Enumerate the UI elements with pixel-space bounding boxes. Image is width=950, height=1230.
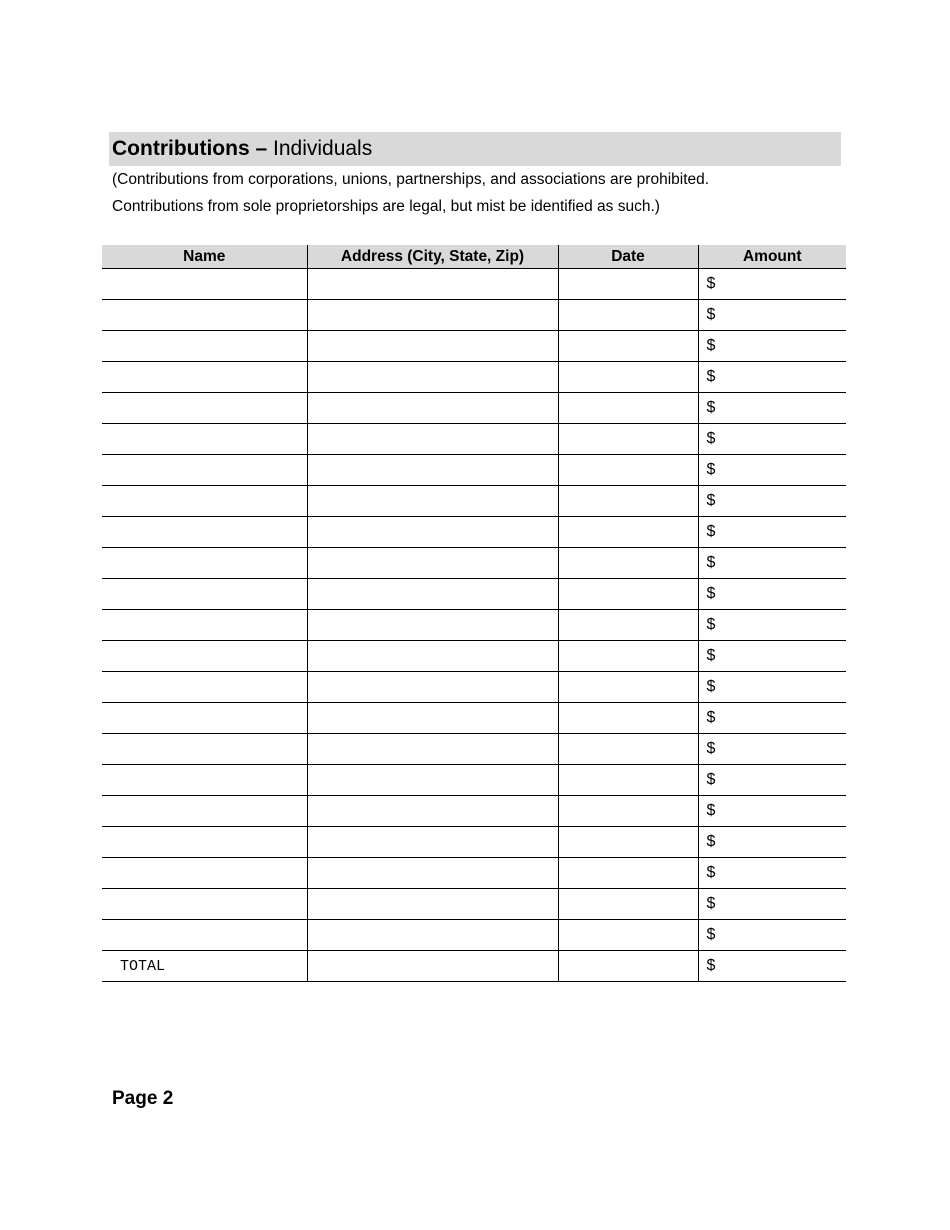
address-cell[interactable] — [307, 548, 558, 579]
amount-cell[interactable]: $ — [698, 517, 846, 548]
header-amount: Amount — [698, 245, 846, 269]
date-cell[interactable] — [558, 548, 698, 579]
table-header-row — [102, 245, 846, 269]
table-row — [102, 827, 846, 858]
name-cell[interactable] — [102, 920, 307, 951]
name-cell[interactable] — [102, 734, 307, 765]
amount-cell[interactable]: $ — [698, 796, 846, 827]
date-cell[interactable] — [558, 486, 698, 517]
table-row — [102, 672, 846, 703]
date-cell[interactable] — [558, 300, 698, 331]
table-row — [102, 734, 846, 765]
amount-cell[interactable]: $ — [698, 703, 846, 734]
name-cell[interactable] — [102, 579, 307, 610]
date-cell[interactable] — [558, 393, 698, 424]
date-cell[interactable] — [558, 331, 698, 362]
header-name: Name — [102, 245, 307, 269]
amount-cell[interactable]: $ — [698, 641, 846, 672]
name-cell[interactable] — [102, 486, 307, 517]
table-row — [102, 300, 846, 331]
address-cell[interactable] — [307, 734, 558, 765]
page-number: Page 2 — [112, 1088, 174, 1109]
name-cell[interactable] — [102, 424, 307, 455]
name-cell[interactable] — [102, 517, 307, 548]
section-title — [109, 132, 841, 166]
total-address-cell — [307, 951, 558, 982]
name-cell[interactable] — [102, 827, 307, 858]
address-cell[interactable] — [307, 393, 558, 424]
name-cell[interactable] — [102, 703, 307, 734]
date-cell[interactable] — [558, 734, 698, 765]
amount-cell[interactable]: $ — [698, 827, 846, 858]
note-line-1: (Contributions from corporations, unions, partnerships, and associations are prohibited. — [112, 171, 710, 188]
address-cell[interactable] — [307, 300, 558, 331]
table-row — [102, 765, 846, 796]
date-cell[interactable] — [558, 641, 698, 672]
total-label: TOTAL — [102, 951, 307, 982]
date-cell[interactable] — [558, 827, 698, 858]
total-date-cell — [558, 951, 698, 982]
address-cell[interactable] — [307, 641, 558, 672]
address-cell[interactable] — [307, 827, 558, 858]
table-row — [102, 920, 846, 951]
table-row — [102, 269, 846, 300]
date-cell[interactable] — [558, 362, 698, 393]
date-cell[interactable] — [558, 610, 698, 641]
address-cell[interactable] — [307, 672, 558, 703]
table-row — [102, 486, 846, 517]
table-row — [102, 548, 846, 579]
table-row — [102, 455, 846, 486]
date-cell[interactable] — [558, 517, 698, 548]
amount-cell[interactable]: $ — [698, 548, 846, 579]
amount-cell[interactable]: $ — [698, 672, 846, 703]
address-cell[interactable] — [307, 517, 558, 548]
table-row — [102, 703, 846, 734]
name-cell[interactable] — [102, 858, 307, 889]
name-cell[interactable] — [102, 610, 307, 641]
address-cell[interactable] — [307, 858, 558, 889]
name-cell[interactable] — [102, 796, 307, 827]
address-cell[interactable] — [307, 455, 558, 486]
address-cell[interactable] — [307, 486, 558, 517]
header-address: Address (City, State, Zip) — [307, 245, 558, 269]
total-amount-cell: $ — [698, 951, 846, 982]
date-cell[interactable] — [558, 579, 698, 610]
table-row — [102, 362, 846, 393]
amount-cell[interactable]: $ — [698, 610, 846, 641]
amount-cell[interactable]: $ — [698, 269, 846, 300]
amount-cell[interactable]: $ — [698, 393, 846, 424]
table-row — [102, 796, 846, 827]
address-cell[interactable] — [307, 610, 558, 641]
date-cell[interactable] — [558, 269, 698, 300]
table-body — [102, 269, 846, 982]
section-title-bold: Contributions – — [112, 137, 268, 160]
total-row — [102, 951, 846, 982]
date-cell[interactable] — [558, 672, 698, 703]
date-cell[interactable] — [558, 858, 698, 889]
table-row — [102, 641, 846, 672]
name-cell[interactable] — [102, 548, 307, 579]
amount-cell[interactable]: $ — [698, 734, 846, 765]
address-cell[interactable] — [307, 269, 558, 300]
address-cell[interactable] — [307, 765, 558, 796]
date-cell[interactable] — [558, 889, 698, 920]
address-cell[interactable] — [307, 920, 558, 951]
address-cell[interactable] — [307, 796, 558, 827]
name-cell[interactable] — [102, 300, 307, 331]
amount-cell[interactable]: $ — [698, 362, 846, 393]
name-cell[interactable] — [102, 672, 307, 703]
date-cell[interactable] — [558, 765, 698, 796]
date-cell[interactable] — [558, 703, 698, 734]
address-cell[interactable] — [307, 703, 558, 734]
table-row — [102, 393, 846, 424]
amount-cell[interactable]: $ — [698, 486, 846, 517]
name-cell[interactable] — [102, 765, 307, 796]
table-row — [102, 579, 846, 610]
table-row — [102, 517, 846, 548]
table-row — [102, 858, 846, 889]
name-cell[interactable] — [102, 455, 307, 486]
name-cell[interactable] — [102, 331, 307, 362]
table-row — [102, 331, 846, 362]
address-cell[interactable] — [307, 331, 558, 362]
name-cell[interactable] — [102, 269, 307, 300]
date-cell[interactable] — [558, 424, 698, 455]
name-cell[interactable] — [102, 641, 307, 672]
table-row — [102, 610, 846, 641]
amount-cell[interactable]: $ — [698, 920, 846, 951]
name-cell[interactable] — [102, 362, 307, 393]
address-cell[interactable] — [307, 362, 558, 393]
amount-cell[interactable]: $ — [698, 579, 846, 610]
name-cell[interactable] — [102, 889, 307, 920]
section-title-subtitle: Individuals — [273, 137, 373, 160]
address-cell[interactable] — [307, 889, 558, 920]
table-row — [102, 889, 846, 920]
table-row — [102, 424, 846, 455]
amount-cell[interactable]: $ — [698, 858, 846, 889]
amount-cell[interactable]: $ — [698, 331, 846, 362]
address-cell[interactable] — [307, 424, 558, 455]
amount-cell[interactable]: $ — [698, 889, 846, 920]
section-note — [112, 166, 852, 220]
amount-cell[interactable]: $ — [698, 300, 846, 331]
name-cell[interactable] — [102, 393, 307, 424]
date-cell[interactable] — [558, 796, 698, 827]
note-line-2: Contributions from sole proprietorships are legal, but mist be identified as such.) — [112, 198, 660, 215]
address-cell[interactable] — [307, 579, 558, 610]
amount-cell[interactable]: $ — [698, 455, 846, 486]
date-cell[interactable] — [558, 455, 698, 486]
amount-cell[interactable]: $ — [698, 424, 846, 455]
header-date: Date — [558, 245, 698, 269]
date-cell[interactable] — [558, 920, 698, 951]
contributions-table — [102, 245, 846, 982]
amount-cell[interactable]: $ — [698, 765, 846, 796]
